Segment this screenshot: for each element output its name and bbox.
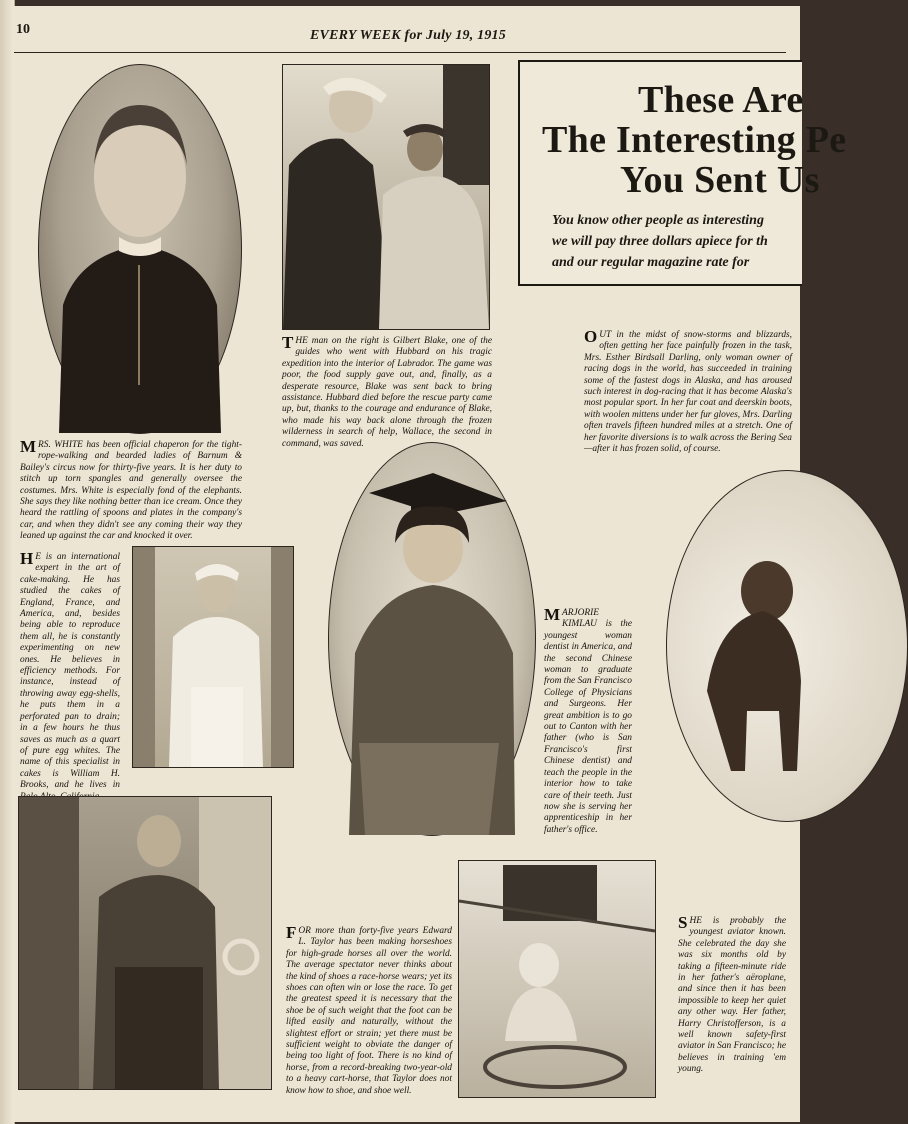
headline-box (518, 60, 847, 286)
intro-line-1: You know other people as interesting (552, 213, 764, 228)
aviator-caption (678, 913, 786, 1076)
kimlau-caption-text: ARJORIE KIMLAU is the youngest woman dentist in America, and the second Chinese woman to graduate from the San Francisco College of Physicians and Surgeons. Her great ambition is to go out to Canton with her father (who is San Francisco's first Chinese dentist) and teach the people in the interior how to take care of their teeth. Just now she is serving her apprenticeship in her father's office. (544, 608, 632, 835)
mrs-white-caption-dropcap: M (20, 437, 37, 456)
running-title: EVERY WEEK for July 19, 1915 (310, 28, 506, 43)
brooks-caption (20, 549, 120, 803)
intro-line-2: we will pay three dollars apiece for th (552, 234, 768, 249)
mrs-white-caption (20, 437, 242, 543)
taylor-caption-dropcap: F (286, 923, 297, 942)
blake-caption-dropcap: T (282, 333, 294, 352)
intro-line-3: and our regular magazine rate for (552, 255, 750, 270)
racing-dog-oval-photo (666, 470, 908, 822)
marjorie-kimlau-oval-photo (328, 442, 536, 836)
dog-figure (667, 471, 907, 821)
blake-caption-text: HE man on the right is Gilbert Blake, one of the guides who went with Hubbard on his tragic expedition into the interior of Labrador. The game was poor, the food supply gave out, and, finally, as a desperate resource, Blake was sent back to bring assistance. Hubbard died before the rescue party came up, but, thanks to the courage and endurance of Blake, who made his way back alone through the frozen wilderness in search of help, Wallace, the second in command, was saved. (282, 336, 492, 449)
mrs-white-caption-text: RS. WHITE has been official chaperon for the tight-rope-walking and bearded ladies of Barnum & Bailey's circus now for thirty-five years. It is her duty to stitch up torn spangles and generally oversee the costumes. Mrs. White is especially fond of the elephants. She says they like nothing better than ice cream. Once they heard the rattling of spoons and plates in the company's car, and when they didn't see any coming their way they leaned up against the car and knocked it over. (20, 440, 242, 542)
aviator-caption-text: HE is probably the youngest aviator known. She celebrated the day she was six months old by taking a fifteen-minute ride in her father's aëroplane, and since then it has been impossible to keep her quiet any other way. Her father, Harry Christofferson, is a well known safety-first aviator in San Francisco; he believes in training 'em young. (678, 916, 786, 1075)
blake-guides-photo (282, 64, 490, 330)
left-page-edge (0, 0, 15, 1124)
baby-in-airplane-figure (459, 861, 655, 1097)
darling-caption-dropcap: O (584, 327, 598, 346)
darling-caption-text: UT in the midst of snow-storms and blizzards, often getting her face painfully frozen in the task, Mrs. Esther Birdsall Darling, only woman owner of racing dogs in the world, has succeeded in training some of the fastest dogs in Alaska, and has aroused such interest in dog-racing that it has become Alaska's most popular sport. In her fur coat and deerskin boots, with woolen mittens under her fur gloves, Mrs. Darling often travels fifteen hundred miles at a stretch. One of her favorite diversions is to walk across the Bering Sea—after it has frozen solid, of course. (584, 330, 792, 455)
header-rule (14, 52, 786, 53)
two-men-figures (283, 65, 489, 329)
mrs-white-oval-photo (38, 64, 242, 434)
brooks-caption-dropcap: H (20, 549, 34, 568)
horseshoe-maker-photo (18, 796, 272, 1090)
blacksmith-figure (19, 797, 271, 1089)
baker-figure (133, 547, 293, 767)
page-number: 10 (16, 22, 30, 37)
brooks-caption-text: E is an international expert in the art of cake-making. He has studied the cakes of England, France, and America, and, besides being able to reproduce them all, he is constantly experimenting on new ones. He believes in efficiency methods. For instance, instead of throwing away egg-shells, he puts them in a perforated pan to drain; in a few hours he thus saves as much as a quart of pure egg whites. The name of this specialist in cakes is William H. Brooks, and he lives in (20, 552, 120, 791)
taylor-caption (286, 923, 452, 1097)
headline-line-3: You Sent Us (620, 159, 820, 201)
mrs-white-figure (39, 65, 241, 433)
kimlau-caption (544, 605, 632, 836)
aviator-caption-dropcap: S (678, 913, 688, 932)
graduate-figure (329, 443, 535, 835)
headline-line-1: These Are (638, 79, 804, 121)
darling-caption (584, 327, 792, 455)
taylor-caption-text: OR more than forty-five years Edward L. Taylor has been making horseshoes for high-grade horses all over the world. The average spectator never thinks about the kind of shoes a race-horse wears; yet its shoes can often win or lose the race. To get the greatest speed it is necessary that the shoe be of such weight that the foot can be lifted easily and naturally, without the slightest effort or strain; yet there must be sufficient weight to obviate the danger of being too light of foot. There is no kind of horse, from a record-breaking two-year-old to a heavy cart-horse, that Taylor does not know how to shoe, and shoe well. (286, 926, 452, 1096)
cake-maker-photo (132, 546, 294, 768)
blake-caption (282, 333, 492, 450)
headline-line-2: The Interesting Pe (542, 119, 847, 161)
baby-aviator-photo (458, 860, 656, 1098)
kimlau-caption-dropcap: M (544, 605, 561, 624)
